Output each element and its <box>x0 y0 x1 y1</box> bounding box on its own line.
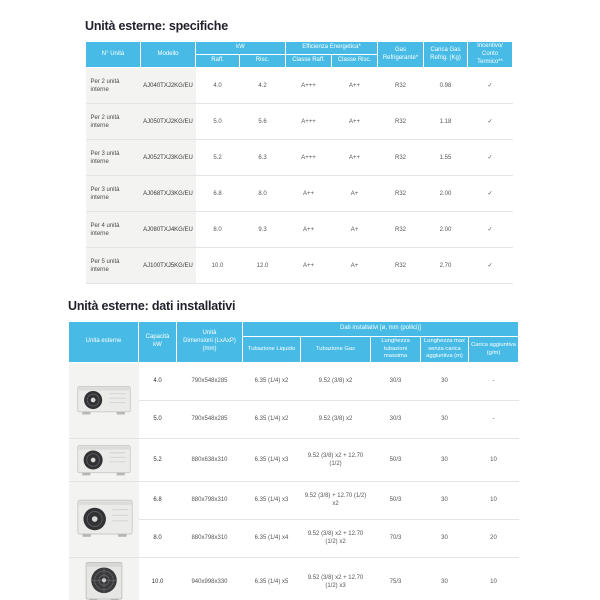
checkmark-icon: ✓ <box>468 104 513 140</box>
cell-classe-risc: A++ <box>332 140 378 176</box>
cell-kw-risc: 12.0 <box>240 248 286 284</box>
cell-lunghezza-max: 30 <box>421 519 469 557</box>
cell-kw-risc: 6.3 <box>240 140 286 176</box>
cell-capacita: 5.0 <box>139 400 177 438</box>
cell-classe-risc: A+ <box>332 176 378 212</box>
spec-table-row <box>86 140 513 176</box>
cell-n-unita: Per 3 unità interne <box>86 176 141 212</box>
cell-gas: R32 <box>378 176 424 212</box>
col-header-carica-gas <box>424 42 468 68</box>
install-table-row <box>69 438 519 481</box>
col-header-classe-risc: Classe Risc. <box>332 55 378 68</box>
outdoor-unit-photo-small <box>69 362 139 438</box>
cell-classe-raff: A++ <box>286 212 332 248</box>
cell-capacita: 6.8 <box>139 481 177 519</box>
cell-gas: R32 <box>378 140 424 176</box>
cell-classe-raff: A+++ <box>286 68 332 104</box>
cell-modello: AJ040TXJ2KG/EU <box>141 68 196 104</box>
cell-lunghezza-max: 30 <box>421 481 469 519</box>
cell-modello: AJ052TXJ3KG/EU <box>141 140 196 176</box>
col-header-capacita-line2: kW <box>153 342 162 349</box>
spec-table-row <box>86 104 513 140</box>
cell-kw-raff: 6.8 <box>196 176 240 212</box>
cell-tubazione-liquido: 6.35 (1/4) x3 <box>243 481 301 519</box>
col-header-unita-esterne: Unità esterne <box>69 322 139 363</box>
cell-classe-raff: A++ <box>286 176 332 212</box>
col-header-incentivo-line2: Conto Termico** <box>477 50 503 65</box>
col-header-capacita <box>139 322 177 363</box>
spec-table-row <box>86 176 513 212</box>
col-header-kw-raff: Raff. <box>196 55 240 68</box>
cell-lunghezza: 50/3 <box>371 481 421 519</box>
cell-dimensioni: 880x638x310 <box>177 438 243 481</box>
col-header-incentivo <box>468 42 513 68</box>
cell-tubazione-liquido: 6.35 (1/4) x4 <box>243 519 301 557</box>
cell-tubazione-gas: 9.52 (3/8) x2 <box>301 362 371 400</box>
cell-tubazione-liquido: 6.35 (1/4) x5 <box>243 557 301 600</box>
cell-n-unita: Per 4 unità interne <box>86 212 141 248</box>
cell-lunghezza-max: 30 <box>421 362 469 400</box>
checkmark-icon: ✓ <box>468 176 513 212</box>
cell-classe-risc: A+ <box>332 212 378 248</box>
install-table-row <box>69 557 519 600</box>
cell-dimensioni: 940x998x330 <box>177 557 243 600</box>
cell-lunghezza: 70/3 <box>371 519 421 557</box>
cell-capacita: 8.0 <box>139 519 177 557</box>
col-header-modello: Modello <box>141 42 196 68</box>
cell-tubazione-gas: 9.52 (3/8) + 12.70 (1/2) x2 <box>301 481 371 519</box>
cell-capacita: 4.0 <box>139 362 177 400</box>
col-header-unita-dimensioni <box>177 322 243 363</box>
outdoor-unit-photo-large <box>69 557 139 600</box>
cell-carica-aggiuntiva: 20 <box>469 519 519 557</box>
cell-lunghezza: 75/3 <box>371 557 421 600</box>
cell-lunghezza: 50/3 <box>371 438 421 481</box>
cell-dimensioni: 880x798x310 <box>177 519 243 557</box>
cell-classe-raff: A+++ <box>286 104 332 140</box>
cell-carica-aggiuntiva: 10 <box>469 438 519 481</box>
cell-dimensioni: 790x548x285 <box>177 400 243 438</box>
cell-n-unita: Per 2 unità interne <box>86 104 141 140</box>
cell-carica-aggiuntiva: 10 <box>469 557 519 600</box>
col-header-capacita-line1: Capacità <box>145 334 170 341</box>
cell-lunghezza-max: 30 <box>421 557 469 600</box>
checkmark-icon: ✓ <box>468 68 513 104</box>
col-header-kw-risc: Risc. <box>240 55 286 68</box>
section-title-specifiche: Unità esterne: specifiche <box>85 19 228 33</box>
install-table-header <box>69 322 519 363</box>
col-header-gas <box>378 42 424 68</box>
cell-tubazione-gas: 9.52 (3/8) x2 <box>301 400 371 438</box>
cell-kw-risc: 4.2 <box>240 68 286 104</box>
col-header-gas-line2: Refrigerante* <box>382 54 419 61</box>
col-header-unita-line1: Unità <box>202 330 217 337</box>
cell-carica: 2.70 <box>424 248 468 284</box>
col-header-kw-group: kW <box>196 42 286 55</box>
cell-tubazione-liquido: 6.35 (1/4) x3 <box>243 438 301 481</box>
cell-lunghezza: 30/3 <box>371 400 421 438</box>
outdoor-unit-photo-medium <box>69 438 139 481</box>
cell-kw-raff: 8.0 <box>196 212 240 248</box>
cell-carica: 2.00 <box>424 176 468 212</box>
cell-dimensioni: 880x798x310 <box>177 481 243 519</box>
cell-modello: AJ050TXJ2KG/EU <box>141 104 196 140</box>
cell-classe-risc: A++ <box>332 104 378 140</box>
cell-carica: 1.55 <box>424 140 468 176</box>
cell-n-unita: Per 3 unità interne <box>86 140 141 176</box>
install-table-row <box>69 481 519 519</box>
spec-table-row <box>86 248 513 284</box>
cell-classe-risc: A+ <box>332 248 378 284</box>
cell-carica-aggiuntiva: - <box>469 400 519 438</box>
col-header-efficienza-group: Efficienza Energetica* <box>286 42 378 55</box>
cell-capacita: 5.2 <box>139 438 177 481</box>
cell-classe-raff: A+++ <box>286 140 332 176</box>
col-header-dati-installativi-group: Dati installativi [ø, mm (pollici)] <box>243 322 519 337</box>
cell-modello: AJ068TXJ3KG/EU <box>141 176 196 212</box>
spec-table-header <box>86 42 513 68</box>
cell-tubazione-gas: 9.52 (3/8) x2 + 12.70 (1/2) <box>301 438 371 481</box>
col-header-tubazione-liquido: Tubazione Liquido <box>243 337 301 363</box>
col-header-carica-line2: Refrig. (Kg) <box>430 54 461 61</box>
cell-kw-raff: 10.0 <box>196 248 240 284</box>
cell-carica-aggiuntiva: - <box>469 362 519 400</box>
cell-tubazione-liquido: 6.35 (1/4) x2 <box>243 400 301 438</box>
outdoor-unit-image <box>75 496 135 542</box>
spec-table-row <box>86 212 513 248</box>
section-specifications <box>85 19 512 284</box>
col-header-incentivo-line1: Incentivo/ <box>477 43 503 49</box>
cell-kw-raff: 4.0 <box>196 68 240 104</box>
cell-kw-raff: 5.2 <box>196 140 240 176</box>
spec-table <box>85 41 513 284</box>
cell-modello: AJ100TXJ5KG/EU <box>141 248 196 284</box>
cell-n-unita: Per 2 unità interne <box>86 68 141 104</box>
col-header-n-unita: N° Unità <box>86 42 141 68</box>
cell-kw-risc: 9.3 <box>240 212 286 248</box>
checkmark-icon: ✓ <box>468 212 513 248</box>
cell-lunghezza: 30/3 <box>371 362 421 400</box>
section-title-dati-installativi: Unità esterne: dati installativi <box>68 299 236 314</box>
col-header-classe-raff: Classe Raff. <box>286 55 332 68</box>
cell-kw-raff: 5.0 <box>196 104 240 140</box>
outdoor-unit-image <box>75 441 133 479</box>
cell-lunghezza-max: 30 <box>421 400 469 438</box>
outdoor-unit-photo-tall <box>69 481 139 557</box>
checkmark-icon: ✓ <box>468 248 513 284</box>
cell-carica-aggiuntiva: 10 <box>469 481 519 519</box>
cell-kw-risc: 8.0 <box>240 176 286 212</box>
cell-classe-raff: A++ <box>286 248 332 284</box>
cell-carica: 0.98 <box>424 68 468 104</box>
cell-gas: R32 <box>378 68 424 104</box>
cell-tubazione-gas: 9.52 (3/8) x2 + 12.70 (1/2) x3 <box>301 557 371 600</box>
spec-table-row <box>86 68 513 104</box>
cell-dimensioni: 790x548x285 <box>177 362 243 400</box>
col-header-carica-line1: Carica Gas <box>430 46 461 53</box>
checkmark-icon: ✓ <box>468 140 513 176</box>
install-table <box>68 321 519 600</box>
cell-classe-risc: A++ <box>332 68 378 104</box>
cell-lunghezza-max: 30 <box>421 438 469 481</box>
col-header-tubazione-gas: Tubazione Gas <box>301 337 371 363</box>
cell-gas: R32 <box>378 212 424 248</box>
col-header-carica-aggiuntiva: Carica aggiuntiva (g/m) <box>469 337 519 363</box>
outdoor-unit-image <box>75 380 133 420</box>
cell-tubazione-liquido: 6.35 (1/4) x2 <box>243 362 301 400</box>
col-header-lunghezza-senza-carica: Lunghezza max senza carica aggiuntiva (m) <box>421 337 469 363</box>
cell-capacita: 10.0 <box>139 557 177 600</box>
cell-kw-risc: 5.6 <box>240 104 286 140</box>
col-header-unita-line2: Dimensioni (LxAxP) (mm) <box>183 338 236 353</box>
cell-n-unita: Per 5 unità interne <box>86 248 141 284</box>
cell-carica: 2.00 <box>424 212 468 248</box>
cell-gas: R32 <box>378 104 424 140</box>
cell-modello: AJ080TXJ4KG/EU <box>141 212 196 248</box>
col-header-lunghezza-massima: Lunghezza tubazioni massima <box>371 337 421 363</box>
col-header-gas-line1: Gas <box>395 46 407 53</box>
section-installation-data <box>68 299 518 600</box>
cell-gas: R32 <box>378 248 424 284</box>
outdoor-unit-image <box>81 560 127 600</box>
install-table-row <box>69 362 519 400</box>
cell-tubazione-gas: 9.52 (3/8) x2 + 12.70 (1/2) x2 <box>301 519 371 557</box>
cell-carica: 1.18 <box>424 104 468 140</box>
